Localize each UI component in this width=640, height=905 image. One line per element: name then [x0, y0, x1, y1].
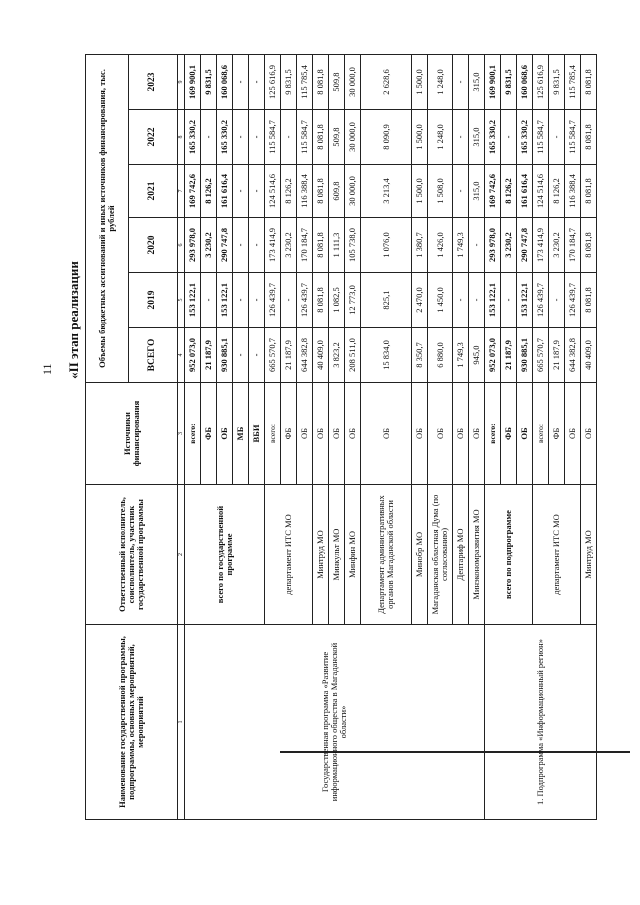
source-cell: ОБ — [313, 383, 329, 485]
year-value-cell: 293 978,0 — [485, 218, 501, 273]
year-value-cell: 153 122,1 — [217, 273, 233, 328]
total-value-cell: 40 409,0 — [581, 328, 597, 383]
source-cell: всего: — [185, 383, 201, 485]
executor-cell: Минфин МО — [345, 485, 361, 625]
header-year: 2021 — [129, 165, 178, 218]
source-cell: ОБ — [469, 383, 485, 485]
year-value-cell: 315,0 — [469, 54, 485, 109]
year-value-cell: 169 742,6 — [485, 165, 501, 218]
year-value-cell: 3 230,2 — [281, 218, 297, 273]
year-value-cell: 126 439,7 — [297, 273, 313, 328]
year-value-cell: 8 126,2 — [501, 165, 517, 218]
year-value-cell: 315,0 — [469, 110, 485, 165]
source-cell: МБ — [233, 383, 249, 485]
total-value-cell: 21 187,9 — [281, 328, 297, 383]
total-value-cell: 21 187,9 — [549, 328, 565, 383]
header-total: ВСЕГО — [129, 328, 178, 383]
year-value-cell: 509,8 — [329, 110, 345, 165]
source-cell: ОБ — [517, 383, 533, 485]
year-value-cell: 170 184,7 — [297, 218, 313, 273]
year-value-cell: 115 584,7 — [565, 110, 581, 165]
year-value-cell: 1 749,3 — [453, 218, 469, 273]
executor-cell: Минэкономразвития МО — [469, 485, 485, 625]
executor-cell: Дептариф МО — [453, 485, 469, 625]
header-source: Источники финансирования — [86, 383, 178, 485]
year-value-cell: 126 439,7 — [533, 273, 549, 328]
year-value-cell: - — [249, 110, 265, 165]
year-value-cell: 160 068,6 — [217, 54, 233, 109]
source-cell: ОБ — [412, 383, 428, 485]
source-cell: всего: — [533, 383, 549, 485]
year-value-cell: 161 616,4 — [217, 165, 233, 218]
year-value-cell: - — [201, 273, 217, 328]
source-cell: всего: — [265, 383, 281, 485]
year-value-cell: 8 081,8 — [313, 110, 329, 165]
total-value-cell: 945,0 — [469, 328, 485, 383]
funding-table — [85, 54, 597, 820]
year-value-cell: 116 388,4 — [565, 165, 581, 218]
executor-cell: Департамент административных органов Магаданской области — [361, 485, 412, 625]
year-value-cell: 116 388,4 — [297, 165, 313, 218]
header-name: Наименование государственной программы, подпрограммы, основных мероприятий, мероприятий — [86, 625, 178, 820]
year-value-cell: 3 213,4 — [361, 165, 412, 218]
year-value-cell: 8 090,9 — [361, 110, 412, 165]
source-cell: ОБ — [565, 383, 581, 485]
year-value-cell: 3 230,2 — [201, 218, 217, 273]
column-number: 4 — [178, 328, 185, 383]
year-value-cell: 1 508,0 — [428, 165, 453, 218]
executor-cell: всего по государственной программе — [185, 485, 265, 625]
source-cell: ФБ — [201, 383, 217, 485]
year-value-cell: 115 584,7 — [533, 110, 549, 165]
total-value-cell: 930 885,1 — [217, 328, 233, 383]
total-value-cell: 952 073,0 — [185, 328, 201, 383]
executor-cell: Минобр МО — [412, 485, 428, 625]
year-value-cell: - — [501, 273, 517, 328]
header-volumes: Объемы бюджетных ассигнований и иных источников финансирования, тыс. рублей — [86, 54, 129, 382]
total-value-cell: 3 823,2 — [329, 328, 345, 383]
year-value-cell: 8 081,8 — [581, 273, 597, 328]
year-value-cell: 1 380,7 — [412, 218, 428, 273]
year-value-cell: 290 747,8 — [217, 218, 233, 273]
total-value-cell: 665 570,7 — [533, 328, 549, 383]
year-value-cell: - — [249, 54, 265, 109]
executor-cell: Минтруд МО — [313, 485, 329, 625]
year-value-cell: 124 514,6 — [533, 165, 549, 218]
year-value-cell: 30 000,0 — [345, 165, 361, 218]
year-value-cell: 165 330,2 — [517, 110, 533, 165]
year-value-cell: 161 616,4 — [517, 165, 533, 218]
year-value-cell: - — [453, 110, 469, 165]
year-value-cell: 8 081,8 — [313, 54, 329, 109]
year-value-cell: 115 584,7 — [297, 110, 313, 165]
year-value-cell: 169 900,1 — [185, 54, 201, 109]
year-value-cell: 153 122,1 — [185, 273, 201, 328]
year-value-cell: 173 414,9 — [265, 218, 281, 273]
year-value-cell: 2 628,6 — [361, 54, 412, 109]
header-executor: Ответственный исполнитель, соисполнитель, участник государственной программы — [86, 485, 178, 625]
year-value-cell: 124 514,6 — [265, 165, 281, 218]
year-value-cell: 3 230,2 — [549, 218, 565, 273]
year-value-cell: - — [501, 110, 517, 165]
year-value-cell: 3 230,2 — [501, 218, 517, 273]
total-value-cell: 952 073,0 — [485, 328, 501, 383]
year-value-cell: - — [549, 110, 565, 165]
program-name-cell: 1. Подпрограмма «Информационный регион» — [485, 625, 597, 820]
year-value-cell: - — [549, 273, 565, 328]
column-number: 3 — [178, 383, 185, 485]
source-cell: ФБ — [549, 383, 565, 485]
year-value-cell: 1 500,0 — [412, 54, 428, 109]
year-value-cell: 1 450,0 — [428, 273, 453, 328]
year-value-cell: 165 330,2 — [217, 110, 233, 165]
year-value-cell: 169 900,1 — [485, 54, 501, 109]
column-number: 9 — [178, 54, 185, 109]
column-number-row — [178, 54, 185, 819]
year-value-cell: 160 068,6 — [517, 54, 533, 109]
year-value-cell: 8 126,2 — [201, 165, 217, 218]
year-value-cell: 30 000,0 — [345, 110, 361, 165]
year-value-cell: 1 248,0 — [428, 54, 453, 109]
year-value-cell: 9 831,5 — [501, 54, 517, 109]
year-value-cell: - — [249, 218, 265, 273]
source-cell: ФБ — [281, 383, 297, 485]
page-number: 11 — [40, 363, 54, 375]
year-value-cell: 126 439,7 — [565, 273, 581, 328]
year-value-cell: 125 616,9 — [265, 54, 281, 109]
year-value-cell: 8 081,8 — [313, 273, 329, 328]
source-cell: ВБИ — [249, 383, 265, 485]
year-value-cell: 8 081,8 — [313, 165, 329, 218]
year-value-cell: 2 470,0 — [412, 273, 428, 328]
source-cell: ОБ — [329, 383, 345, 485]
year-value-cell: 1 248,0 — [428, 110, 453, 165]
table-row — [485, 54, 501, 819]
year-value-cell: 1 426,0 — [428, 218, 453, 273]
executor-cell: всего по подпрограмме — [485, 485, 533, 625]
source-cell: ОБ — [581, 383, 597, 485]
total-value-cell: 15 834,0 — [361, 328, 412, 383]
year-value-cell: 509,8 — [329, 54, 345, 109]
year-value-cell: 1 082,5 — [329, 273, 345, 328]
year-value-cell: - — [233, 218, 249, 273]
total-value-cell: 930 885,1 — [517, 328, 533, 383]
year-value-cell: - — [453, 273, 469, 328]
year-value-cell: - — [281, 273, 297, 328]
total-value-cell: 21 187,9 — [501, 328, 517, 383]
executor-cell: Минтруд МО — [581, 485, 597, 625]
year-value-cell: - — [281, 110, 297, 165]
year-value-cell: 115 785,4 — [565, 54, 581, 109]
year-value-cell: 9 831,5 — [549, 54, 565, 109]
total-value-cell: 8 350,7 — [412, 328, 428, 383]
year-value-cell: 115 785,4 — [297, 54, 313, 109]
year-value-cell: 1 076,0 — [361, 218, 412, 273]
executor-cell: Магаданская областная Дума (по согласованию) — [428, 485, 453, 625]
year-value-cell: 1 500,0 — [412, 110, 428, 165]
year-value-cell: - — [469, 218, 485, 273]
total-value-cell: 21 187,9 — [201, 328, 217, 383]
source-cell: ОБ — [361, 383, 412, 485]
total-value-cell: 208 511,0 — [345, 328, 361, 383]
header-year: 2020 — [129, 218, 178, 273]
year-value-cell: 12 773,0 — [345, 273, 361, 328]
year-value-cell: 169 742,6 — [185, 165, 201, 218]
year-value-cell: 105 738,0 — [345, 218, 361, 273]
year-value-cell: 8 126,2 — [281, 165, 297, 218]
year-value-cell: - — [233, 110, 249, 165]
year-value-cell: 8 126,2 — [549, 165, 565, 218]
executor-cell: департамент ИТС МО — [533, 485, 581, 625]
column-number: 7 — [178, 165, 185, 218]
year-value-cell: 8 081,8 — [581, 165, 597, 218]
year-value-cell: - — [233, 165, 249, 218]
year-value-cell: 170 184,7 — [565, 218, 581, 273]
year-value-cell: 1 500,0 — [412, 165, 428, 218]
year-value-cell: 8 081,8 — [581, 218, 597, 273]
year-value-cell: 9 831,5 — [201, 54, 217, 109]
year-value-cell: 125 616,9 — [533, 54, 549, 109]
year-value-cell: - — [469, 273, 485, 328]
year-value-cell: 126 439,7 — [265, 273, 281, 328]
year-value-cell: - — [453, 165, 469, 218]
total-value-cell: - — [233, 328, 249, 383]
table-row — [185, 54, 201, 819]
year-value-cell: 30 000,0 — [345, 54, 361, 109]
total-value-cell: 665 570,7 — [265, 328, 281, 383]
year-value-cell: 290 747,8 — [517, 218, 533, 273]
year-value-cell: - — [453, 54, 469, 109]
column-number: 1 — [178, 625, 185, 820]
year-value-cell: 165 330,2 — [185, 110, 201, 165]
year-value-cell: 1 111,3 — [329, 218, 345, 273]
column-number: 5 — [178, 273, 185, 328]
table-body — [185, 54, 597, 819]
year-value-cell: 9 831,5 — [281, 54, 297, 109]
total-value-cell: 644 382,8 — [297, 328, 313, 383]
header-year: 2019 — [129, 273, 178, 328]
year-value-cell: 173 414,9 — [533, 218, 549, 273]
program-name-cell: Государственная программа «Развитие информационного общества в Магаданской области» — [185, 625, 485, 820]
year-value-cell: 165 330,2 — [485, 110, 501, 165]
total-value-cell: 6 880,0 — [428, 328, 453, 383]
year-value-cell: 8 081,8 — [313, 218, 329, 273]
source-cell: ОБ — [217, 383, 233, 485]
year-value-cell: 609,8 — [329, 165, 345, 218]
year-value-cell: 153 122,1 — [517, 273, 533, 328]
year-value-cell: - — [233, 273, 249, 328]
year-value-cell: 293 978,0 — [185, 218, 201, 273]
section-title: «II этап реализации — [66, 261, 81, 379]
year-value-cell: 8 081,8 — [581, 110, 597, 165]
source-cell: ОБ — [453, 383, 469, 485]
year-value-cell: 825,1 — [361, 273, 412, 328]
year-value-cell: - — [201, 110, 217, 165]
source-cell: ФБ — [501, 383, 517, 485]
column-number: 6 — [178, 218, 185, 273]
total-value-cell: - — [249, 328, 265, 383]
year-value-cell: 315,0 — [469, 165, 485, 218]
source-cell: ОБ — [428, 383, 453, 485]
source-cell: всего: — [485, 383, 501, 485]
year-value-cell: 8 081,8 — [581, 54, 597, 109]
year-value-cell: - — [249, 165, 265, 218]
source-cell: ОБ — [345, 383, 361, 485]
year-value-cell: - — [249, 273, 265, 328]
executor-cell: Минкульт МО — [329, 485, 345, 625]
header-year: 2023 — [129, 54, 178, 109]
total-value-cell: 644 382,8 — [565, 328, 581, 383]
executor-cell: департамент ИТС МО — [265, 485, 313, 625]
source-cell: ОБ — [297, 383, 313, 485]
year-value-cell: 153 122,1 — [485, 273, 501, 328]
header-year: 2022 — [129, 110, 178, 165]
year-value-cell: - — [233, 54, 249, 109]
year-value-cell: 115 584,7 — [265, 110, 281, 165]
total-value-cell: 40 409,0 — [313, 328, 329, 383]
column-number: 2 — [178, 485, 185, 625]
total-value-cell: 1 749,3 — [453, 328, 469, 383]
column-number: 8 — [178, 110, 185, 165]
